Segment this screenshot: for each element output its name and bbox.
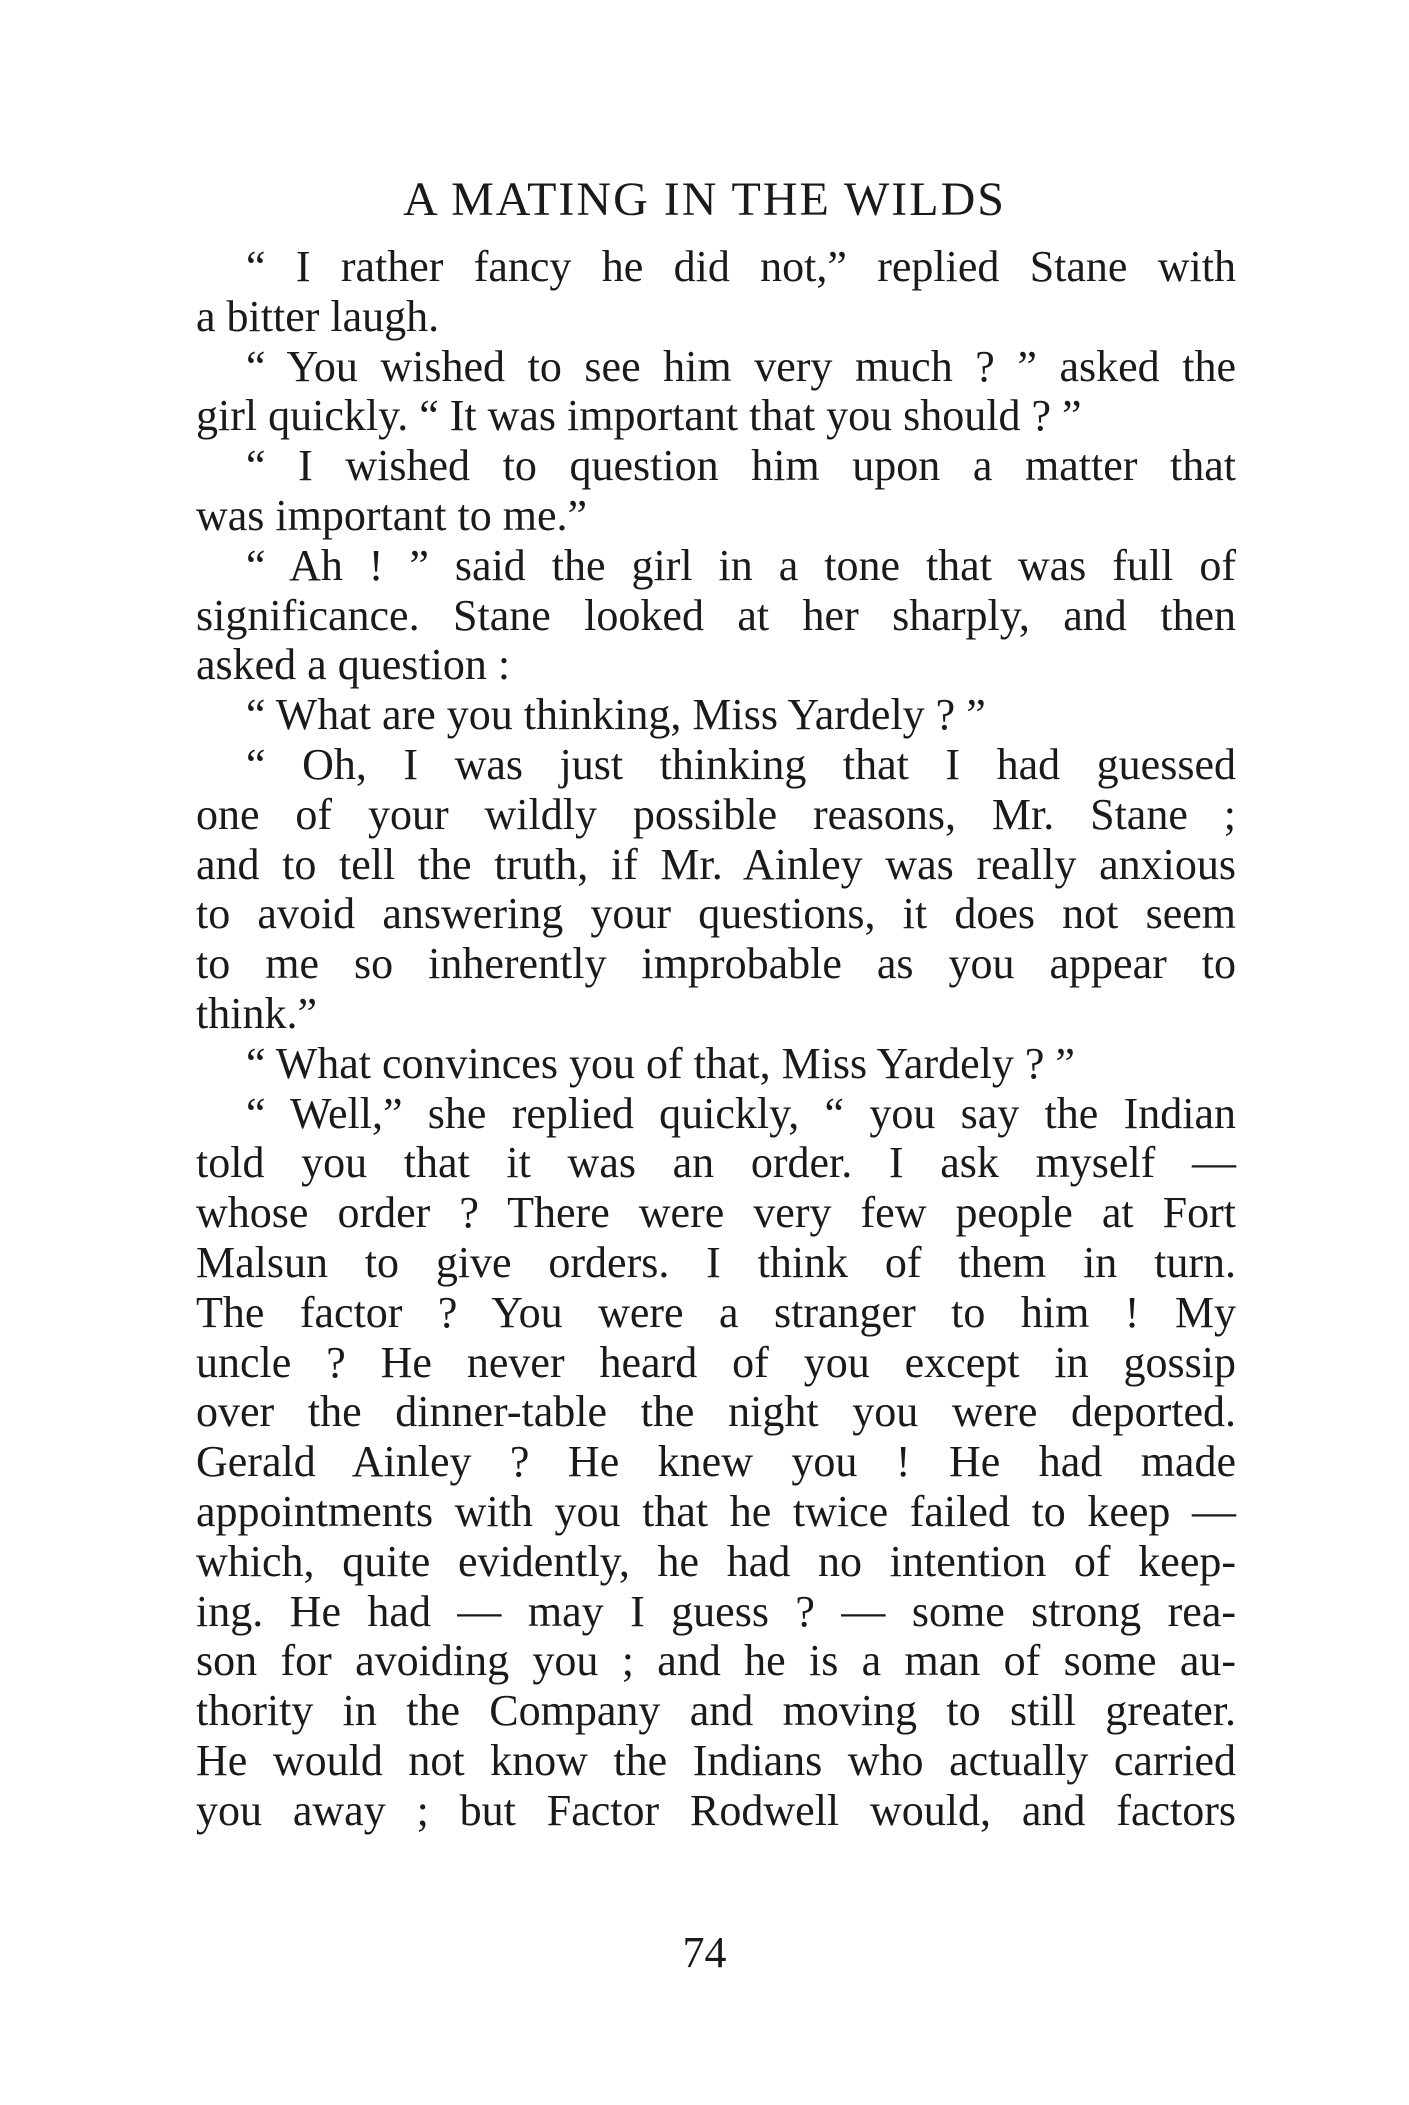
- text-line: and to tell the truth, if Mr. Ainley was really anxious: [196, 839, 1236, 889]
- text-line: which, quite evidently, he had no intention of keep-: [196, 1536, 1236, 1586]
- text-line: uncle ? He never heard of you except in gossip: [196, 1337, 1236, 1387]
- text-line: to avoid answering your questions, it does not seem: [196, 889, 1236, 939]
- text-line: think.”: [196, 988, 317, 1038]
- text-line: over the dinner-table the night you were deported.: [196, 1387, 1236, 1437]
- text-line: “ Ah ! ” said the girl in a tone that was full of: [246, 540, 1236, 590]
- text-line: thority in the Company and moving to still greater.: [196, 1686, 1236, 1736]
- text-line: The factor ? You were a stranger to him ! My: [196, 1287, 1236, 1337]
- text-line: “ Oh, I was just thinking that I had guessed: [246, 739, 1236, 789]
- text-line: son for avoiding you ; and he is a man of some au-: [196, 1636, 1236, 1686]
- text-line: Gerald Ainley ? He knew you ! He had made: [196, 1437, 1236, 1487]
- text-line: “ Well,” she replied quickly, “ you say the Indian: [246, 1088, 1236, 1138]
- text-line: “ What convinces you of that, Miss Yardely ? ”: [246, 1038, 1075, 1088]
- text-line: asked a question :: [196, 640, 511, 690]
- text-line: “ What are you thinking, Miss Yardely ? ”: [246, 690, 986, 740]
- text-line: significance. Stane looked at her sharply, and then: [196, 590, 1236, 640]
- running-head: A MATING IN THE WILDS: [403, 173, 1006, 226]
- text-line: one of your wildly possible reasons, Mr. Stane ;: [196, 789, 1236, 839]
- body-text: [196, 242, 1236, 1836]
- text-line: appointments with you that he twice failed to keep —: [196, 1486, 1236, 1536]
- text-line: Malsun to give orders. I think of them in turn.: [196, 1237, 1236, 1287]
- text-line: ing. He had — may I guess ? — some strong rea-: [196, 1586, 1236, 1636]
- text-line: He would not know the Indians who actually carried: [196, 1735, 1236, 1785]
- text-line: “ You wished to see him very much ? ” asked the: [246, 341, 1236, 391]
- page-number: 74: [682, 1928, 727, 1977]
- text-line: to me so inherently improbable as you appear to: [196, 939, 1236, 989]
- text-line: girl quickly. “ It was important that you should ? ”: [196, 391, 1082, 441]
- text-line: “ I rather fancy he did not,” replied Stane with: [246, 242, 1236, 291]
- text-line: whose order ? There were very few people at Fort: [196, 1188, 1236, 1238]
- text-line: a bitter laugh.: [196, 291, 440, 341]
- text-line: “ I wished to question him upon a matter that: [246, 441, 1236, 491]
- text-line: told you that it was an order. I ask myself —: [196, 1138, 1236, 1188]
- text-line: you away ; but Factor Rodwell would, and factors: [196, 1785, 1236, 1835]
- text-line: was important to me.”: [196, 490, 588, 540]
